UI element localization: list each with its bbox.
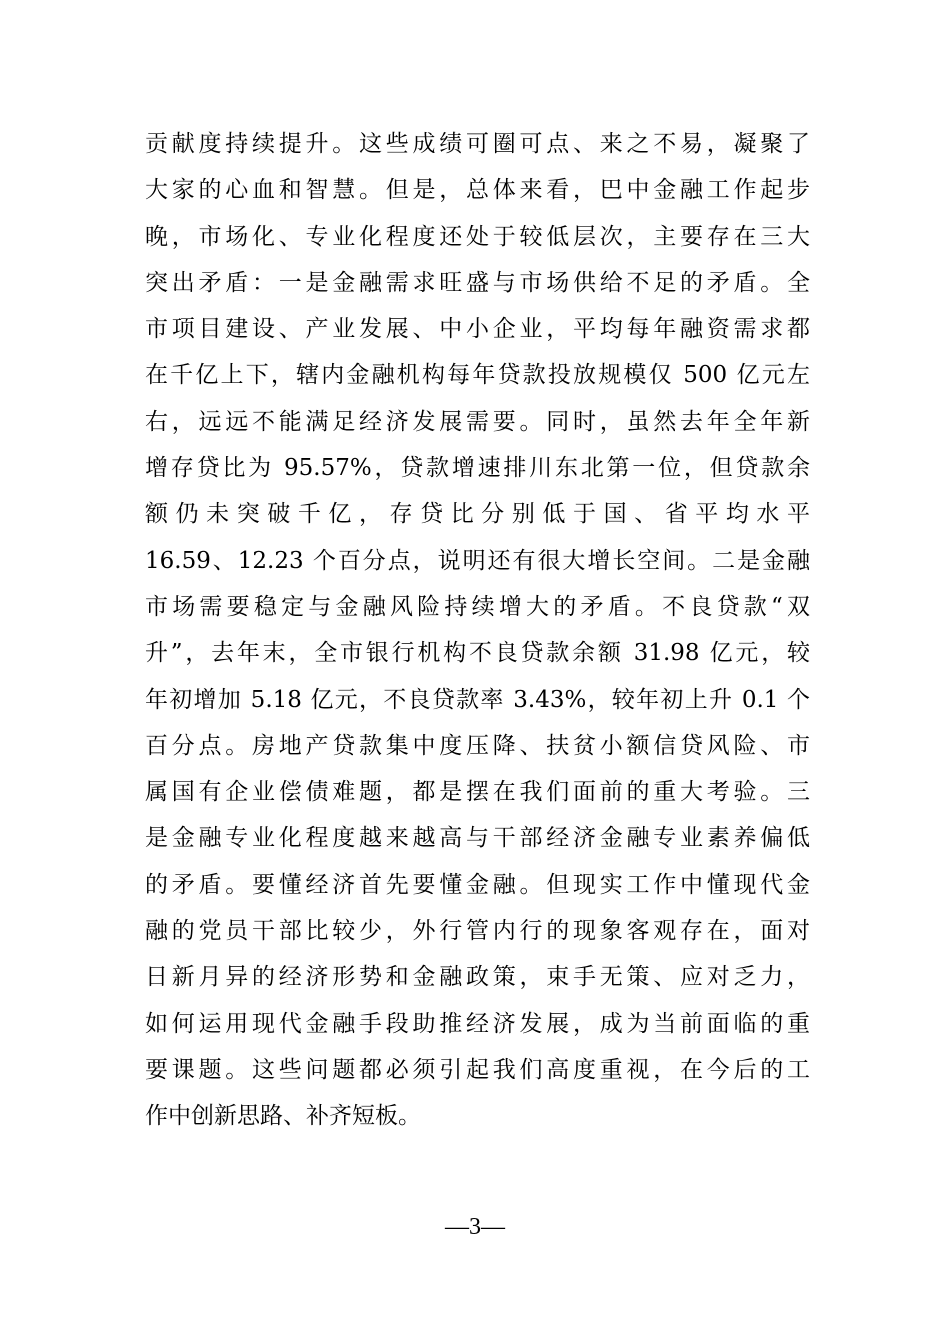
- text-line: 年初增加 5.18 亿元，不良贷款率 3.43%，较年初上升 0.1 个: [145, 686, 810, 713]
- page-number: —3—: [445, 1214, 505, 1240]
- text-line: 大家的心血和智慧。但是，总体来看，巴中金融工作起步: [145, 177, 810, 204]
- text-line: 的矛盾。要懂经济首先要懂金融。但现实工作中懂现代金: [145, 871, 810, 898]
- text-line: 右，远远不能满足经济发展需要。同时，虽然去年全年新: [145, 408, 810, 435]
- body-paragraph: [145, 121, 810, 1140]
- text-line: 是金融专业化程度越来越高与干部经济金融专业素养偏低: [145, 825, 810, 852]
- text-line: 贡献度持续提升。这些成绩可圈可点、来之不易，凝聚了: [145, 131, 810, 157]
- text-line: 作中创新思路、补齐短板。: [145, 1103, 421, 1130]
- text-line: 在千亿上下，辖内金融机构每年贷款投放规模仅 500 亿元左: [145, 362, 810, 389]
- text-line: 突出矛盾：一是金融需求旺盛与市场供给不足的矛盾。全: [145, 269, 810, 296]
- text-line: 额仍未突破千亿，存贷比分别低于国、省平均水平: [145, 501, 810, 528]
- text-line: 升”，去年末，全市银行机构不良贷款余额 31.98 亿元，较: [145, 640, 810, 667]
- text-line: 16.59、12.23 个百分点，说明还有很大增长空间。二是金融: [145, 547, 810, 574]
- text-line: 市场需要稳定与金融风险持续增大的矛盾。不良贷款“双: [145, 593, 810, 620]
- text-line: 属国有企业偿债难题，都是摆在我们面前的重大考验。三: [145, 779, 810, 806]
- text-line: 百分点。房地产贷款集中度压降、扶贫小额信贷风险、市: [145, 732, 810, 759]
- text-line: 要课题。这些问题都必须引起我们高度重视，在今后的工: [145, 1056, 810, 1083]
- text-line: 融的党员干部比较少，外行管内行的现象客观存在，面对: [145, 918, 810, 945]
- text-line: 晚，市场化、专业化程度还处于较低层次，主要存在三大: [145, 223, 810, 250]
- text-line: 如何运用现代金融手段助推经济发展，成为当前面临的重: [145, 1010, 810, 1037]
- text-line: 市项目建设、产业发展、中小企业，平均每年融资需求都: [145, 316, 810, 343]
- text-line: 日新月异的经济形势和金融政策，束手无策、应对乏力，: [145, 964, 810, 991]
- text-line: 增存贷比为 95.57%，贷款增速排川东北第一位，但贷款余: [145, 455, 810, 482]
